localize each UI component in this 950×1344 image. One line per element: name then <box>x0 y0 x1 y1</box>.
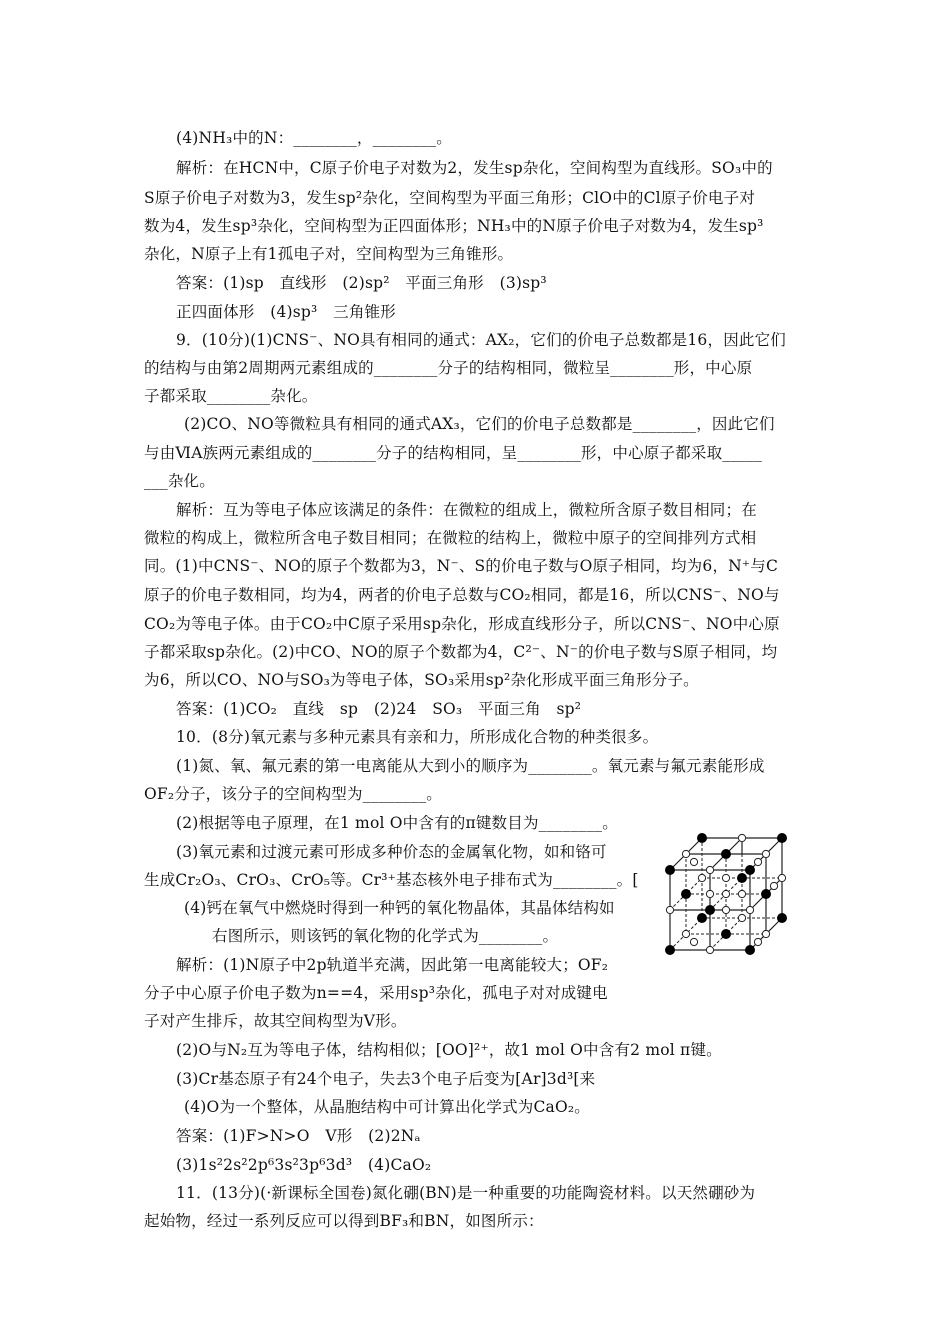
line: 11．(13分)(·新课标全国卷)氮化硼(BN)是一种重要的功能陶瓷材料。以天然硼砂为 <box>176 1184 756 1202</box>
line: 为6，所以CO、NO与SO₃为等电子体，SO₃采用sp²杂化形成平面三角形分子。 <box>144 671 699 689</box>
line: 生成Cr₂O₃、CrO₃、CrO₅等。Cr³⁺基态核外电子排布式为________。[ <box>144 871 639 889</box>
line: OF₂分子，该分子的空间构型为________。 <box>144 785 442 803</box>
line: 数为4，发生sp³杂化，空间构型为正四面体形；NH₃中的N原子价电子对数为4，发生sp³ <box>144 217 764 235</box>
line: S原子价电子对数为3，发生sp²杂化，空间构型为平面三角形；ClO中的Cl原子价电子对 <box>144 189 756 207</box>
line: 子都采取sp杂化。(2)中CO、NO的原子个数都为4，C²⁻、N⁻的价电子数与S原子相同，均 <box>144 643 778 661</box>
line: 答案：(1)F>N>O V形 (2)2Nₐ <box>176 1127 421 1145</box>
line: (1)氮、氧、氟元素的第一电离能从大到小的顺序为________。氧元素与氟元素能形成 <box>176 757 765 775</box>
line: 10．(8分)氧元素与多种元素具有亲和力，所形成化合物的种类很多。 <box>176 728 659 746</box>
line: (2)根据等电子原理，在1 mol O中含有的π键数目为________。 <box>176 814 618 832</box>
line: 杂化，N原子上有1孤电子对，空间构型为三角锥形。 <box>144 245 514 263</box>
crystal-structure-figure <box>662 828 792 958</box>
line: (4)O为一个整体，从晶胞结构中可计算出化学式为CaO₂。 <box>184 1098 590 1116</box>
line: 子都采取________杂化。 <box>144 387 318 405</box>
line: (3)1s²2s²2p⁶3s²3p⁶3d³ (4)CaO₂ <box>176 1156 432 1174</box>
line: 正四面体形 (4)sp³ 三角锥形 <box>176 303 396 321</box>
line: 解析：在HCN中，C原子价电子对数为2，发生sp杂化，空间构型为直线形。SO₃中的 <box>176 159 773 177</box>
line: 起始物，经过一系列反应可以得到BF₃和BN，如图所示： <box>144 1212 544 1230</box>
line: ___杂化。 <box>144 472 215 490</box>
line: 原子的价电子数相同，均为4，两者的价电子总数与CO₂相同，都是16，所以CNS⁻、NO与 <box>144 586 780 604</box>
line: 答案：(1)sp 直线形 (2)sp² 平面三角形 (3)sp³ <box>176 274 547 292</box>
line: 微粒的构成上，微粒所含电子数目相同；在微粒的结构上，微粒中原子的空间排列方式相 <box>144 529 757 547</box>
line: 的结构与由第2周期两元素组成的________分子的结构相同，微粒呈________形，中心原 <box>144 359 753 377</box>
line: (2)CO、NO等微粒具有相同的通式AX₃，它们的价电子总数都是________，因此它们 <box>184 415 775 433</box>
line: (4)钙在氧气中燃烧时得到一种钙的氧化物晶体，其晶体结构如 <box>184 899 615 917</box>
line: 9．(10分)(1)CNS⁻、NO具有相同的通式：AX₂，它们的价电子总数都是16，因此它们 <box>176 331 786 349</box>
line: 子对产生排斥，故其空间构型为V形。 <box>144 1012 407 1030</box>
line: 与由ⅥA族两元素组成的________分子的结构相同，呈________形，中心原子都采取_____ <box>144 444 763 462</box>
line: 右图所示，则该钙的氧化物的化学式为________。 <box>212 927 559 945</box>
line: (3)Cr基态原子有24个电子，失去3个电子后变为[Ar]3d³[来 <box>176 1070 596 1088</box>
line: (2)O与N₂互为等电子体，结构相似；[OO]²⁺，故1 mol O中含有2 mol π键。 <box>176 1041 722 1059</box>
line: 同。(1)中CNS⁻、NO的原子个数都为3，N⁻、S的价电子数与O原子相同，均为6，N⁺与C <box>144 557 779 575</box>
line: (4)NH₃中的N：________，________。 <box>176 129 452 147</box>
line: (3)氧元素和过渡元素可形成多种价态的金属氧化物，如和铬可 <box>176 843 607 861</box>
line: 分子中心原子价电子数为n==4，采用sp³杂化，孤电子对对成键电 <box>144 984 608 1002</box>
line: 解析：(1)N原子中2p轨道半充满，因此第一电离能较大；OF₂ <box>176 956 609 974</box>
line: CO₂为等电子体。由于CO₂中C原子采用sp杂化，形成直线形分子，所以CNS⁻、NO中心原 <box>144 615 780 633</box>
line: 解析：互为等电子体应该满足的条件：在微粒的组成上，微粒所含原子数目相同；在 <box>176 501 757 519</box>
line: 答案：(1)CO₂ 直线 sp (2)24 SO₃ 平面三角 sp² <box>176 700 582 718</box>
